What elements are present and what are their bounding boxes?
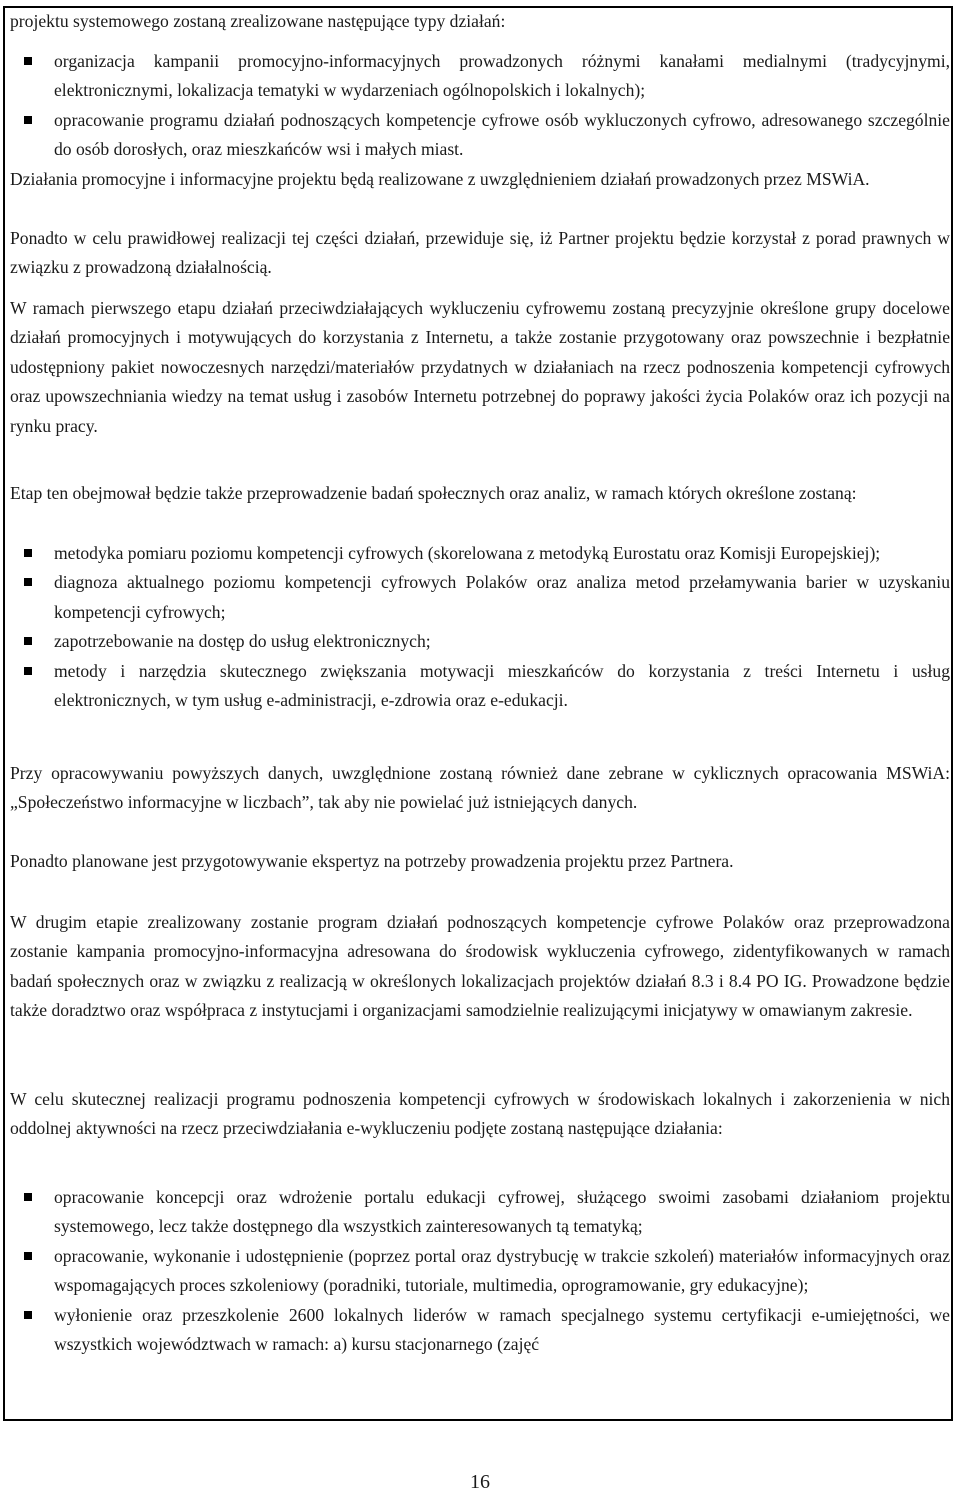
square-bullet-icon [24,57,32,65]
list-item: metodyka pomiaru poziomu kompetencji cyfrowych (skorelowana z metodyką Eurostatu oraz Komisji Europejskiej); [10,539,950,568]
square-bullet-icon [24,1193,32,1201]
square-bullet-icon [24,116,32,124]
promo-paragraph: Działania promocyjne i informacyjne projektu będą realizowane z uwzględnieniem działań prowadzonych przez MSWiA. [10,169,870,189]
list-item: opracowanie koncepcji oraz wdrożenie portalu edukacji cyfrowej, służącego swoimi zasobami działaniom projektu systemowego, lecz także dostępnego dla wszystkich zainteresowanych tą tematyką; [10,1183,950,1242]
square-bullet-icon [24,1311,32,1319]
square-bullet-icon [24,578,32,586]
list-item: organizacja kampanii promocyjno-informacyjnych prowadzonych różnymi kanałami medialnymi (tradycyjnymi, elektronicznymi, lokalizacja tematyki w wydarzeniach ogólnopolskich i lokalnych); [10,47,950,106]
page-number: 16 [470,1471,490,1493]
square-bullet-icon [24,667,32,675]
action-list-1 [10,47,950,165]
square-bullet-icon [24,549,32,557]
research-paragraph: Etap ten obejmował będzie także przeprowadzenie badań społecznych oraz analiz, w ramach których określone zostaną: [10,483,857,503]
stage1-paragraph: W ramach pierwszego etapu działań przeciwdziałających wykluczeniu cyfrowemu zostaną precyzyjnie określone grupy docelowe działań promocyjnych i motywujących do korzystania z Internetu, a także zostanie przygotowany oraz powszechnie i bezpłatnie udostępniony pakiet nowoczesnych narzędzi/materiałów przydatnych w działaniach na rzecz podnoszenia kompetencji cyfrowych oraz upowszechniania wiedzy na temat usług i zasobów Internetu potrzebnej do poprawy jakości życia Polaków oraz ich pozycji na rynku pracy. [10,298,950,436]
square-bullet-icon [24,637,32,645]
expert-paragraph: Ponadto planowane jest przygotowywanie ekspertyz na potrzeby prowadzenia projektu przez Partnera. [10,851,734,871]
square-bullet-icon [24,1252,32,1260]
local-paragraph: W celu skutecznej realizacji programu podnoszenia kompetencji cyfrowych w środowiskach lokalnych i zakorzenienia w nich oddolnej aktywności na rzecz przeciwdziałania e-wykluczeniu podjęte zostaną następujące działania: [10,1089,950,1139]
intro-line: projektu systemowego zostaną zrealizowane następujące typy działań: [10,11,506,31]
list-item: metody i narzędzia skutecznego zwiększania motywacji mieszkańców do korzystania z treści Internetu i usług elektronicznych, w tym usług e-administracji, e-zdrowia oraz e-edukacji. [10,657,950,716]
data-paragraph: Przy opracowywaniu powyższych danych, uwzględnione zostaną również dane zebrane w cyklicznych opracowania MSWiA: „Społeczeństwo informacyjne w liczbach”, tak aby nie powielać już istniejących danych. [10,763,950,813]
list-item: opracowanie, wykonanie i udostępnienie (poprzez portal oraz dystrybucję w trakcie szkoleń) materiałów informacyjnych oraz wspomagających proces szkoleniowy (poradniki, tutoriale, multimedia, oprogramowanie, gry edukacyjne); [10,1242,950,1301]
stage2-paragraph: W drugim etapie zrealizowany zostanie program działań podnoszących kompetencje cyfrowe Polaków oraz przeprowadzona zostanie kampania promocyjno-informacyjna adresowana do środowisk wykluczenia cyfrowego, zidentyfikowanych w ramach badań społecznych oraz w związku z realizacją w określonych lokalizacjach projektów działań 8.3 i 8.4 PO IG. Prowadzone będzie także doradztwo oraz współpraca z instytucjami i organizacjami samodzielnie realizującymi inicjatywy w omawianym zakresie. [10,912,950,1021]
list-item: wyłonienie oraz przeszkolenie 2600 lokalnych liderów w ramach specjalnego systemu certyfikacji e-umiejętności, we wszystkich województwach w ramach: a) kursu stacjonarnego (zajęć [10,1301,950,1360]
research-list [10,539,950,715]
local-actions-list [10,1183,950,1359]
list-item: opracowanie programu działań podnoszących kompetencje cyfrowe osób wykluczonych cyfrowo, adresowanego szczególnie do osób dorosłych, oraz mieszkańców wsi i małych miast. [10,106,950,165]
list-item: zapotrzebowanie na dostęp do usług elektronicznych; [10,627,950,656]
legal-paragraph: Ponadto w celu prawidłowej realizacji tej części działań, przewiduje się, iż Partner projektu będzie korzystał z porad prawnych w związku z prowadzoną działalnością. [10,228,950,278]
list-item: diagnoza aktualnego poziomu kompetencji cyfrowych Polaków oraz analiza metod przełamywania barier w uzyskaniu kompetencji cyfrowych; [10,568,950,627]
